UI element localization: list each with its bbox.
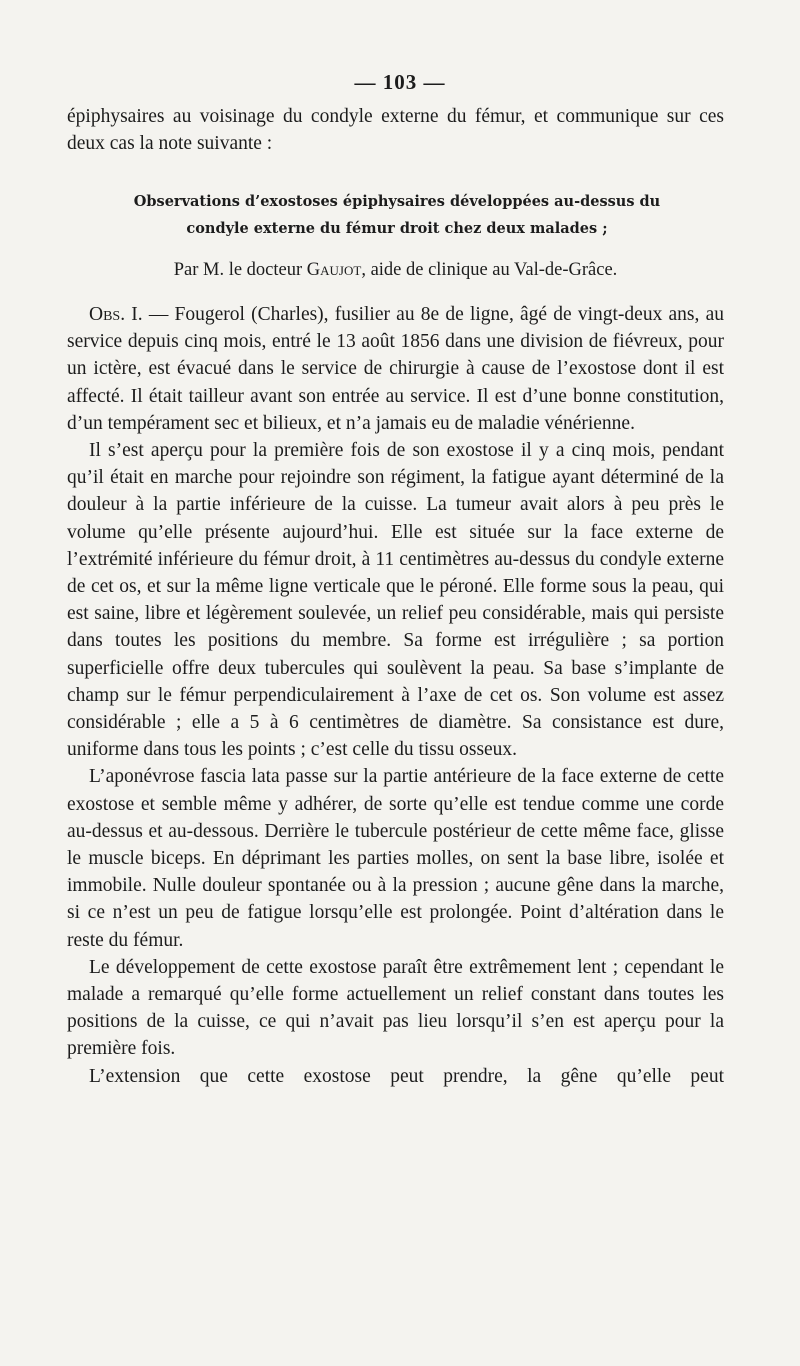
section-title-line-2: condyle externe du fémur droit chez deux malades ; [186,220,608,237]
paragraph-1-text: — Fougerol (Charles), fusilier au 8e de ligne, âgé de vingt-deux ans, au service depuis cinq mois, entré le 13 août 1856 dans une division de fiévreux, pour un ictère, est évacué dans le service de chirurgie à cause de l’exostose dont il est affecté. Il était tailleur avant son entrée au service. Il est d’une bonne constitution, d’un tempérament sec et bilieux, et n’a jamais eu de maladie vénérienne. [67,304,724,434]
byline-suffix: , aide de clinique au Val-de-Grâce. [361,260,618,280]
page-number: — 103 — [354,70,446,94]
observation-label: Obs. I. [89,304,143,325]
byline-prefix: Par M. le docteur [173,260,303,280]
intro-paragraph: épiphysaires au voisinage du condyle externe du fémur, et communique sur ces deux cas la note suivante : [67,106,724,155]
author-name: Gaujot [306,260,362,280]
paragraph-4: Le développement de cette exostose paraît être extrêmement lent ; cependant le malade a remarqué qu’elle forme actuellement un relief constant dans toutes les positions de la cuisse, ce qui n’avait pas lieu lorsqu’il s’en est aperçu pour la première fois. [67,956,724,1060]
author-byline [67,260,724,281]
paragraph-2: Il s’est aperçu pour la première fois de son exostose il y a cinq mois, pendant qu’il était en marche pour rejoindre son régiment, la fatigue ayant déterminé de la douleur à la partie inférieure de la cuisse. La tumeur avait alors à peu près le volume qu’elle présente aujourd’hui. Elle est située sur la face externe de l’extrémité inférieure du fémur droit, à 11 centimètres au-dessus du condyle externe de cet os, et sur la même ligne verticale que le péroné. Elle forme sous la peau, qui est saine, libre et légèrement soulevée, un relief peu considérable, mais qui persiste dans toutes les positions du membre. Sa forme est irrégulière ; sa portion superficielle offre deux tubercules qui soulèvent la peau. Sa base s’implante de champ sur le fémur perpendiculairement à l’axe de cet os. Son volume est assez considérable ; elle a 5 à 6 centimètres de diamètre. Sa consistance est dure, uniforme dans tous les points ; c’est celle du tissu osseux. [67,440,724,761]
section-title-line-1: Observations d’exostoses épiphysaires développées au-dessus du [133,193,661,210]
paragraph-1 [67,301,724,437]
paragraph-5: L’extension que cette exostose peut prendre, la gêne qu’elle peut [89,1065,724,1087]
paragraph-3: L’aponévrose fascia lata passe sur la partie antérieure de la face externe de cette exostose et semble même y adhérer, de sorte qu’elle est tendue comme une corde au-dessus et au-dessous. Derrière le tubercule postérieur de cette même face, glisse le muscle biceps. En déprimant les parties molles, on sent la base libre, isolée et immobile. Nulle douleur spontanée ou à la pression ; aucune gêne dans la marche, si ce n’est un peu de fatigue lorsqu’elle est prolongée. Point d’altération dans le reste du fémur. [67,766,724,951]
observation-body [67,301,724,1090]
